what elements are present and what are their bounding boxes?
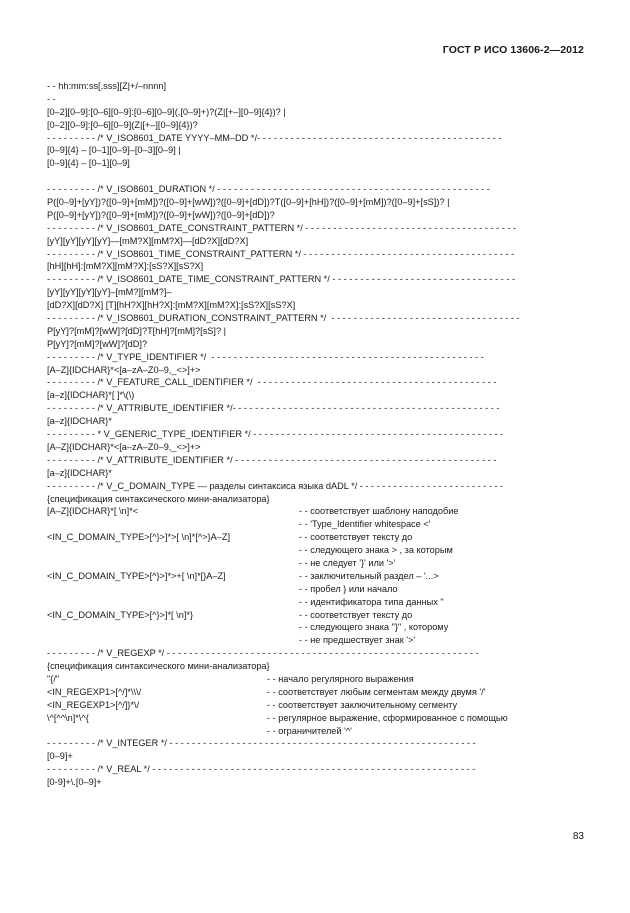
code-line: [0–9]{4} – [0–1][0–9] — [47, 158, 130, 169]
code-line: P[yY]?[mM]?[wW]?[dD]? — [47, 338, 148, 349]
code-line: [hH][hH]:[mM?X][mM?X]:[sS?X][sS?X] — [47, 261, 204, 272]
code-line: - - - - - - - - - /* V_INTEGER */ - - - - - - - - - - - - - - - - - - - - - - - - - - - - - - - - - - - - - - - - - - - - - - - - - - - - - - - — [47, 738, 476, 749]
rule-row — [47, 570, 587, 583]
code-line: [0–9]+ — [47, 751, 73, 762]
lexer-definitions-block-1 — [47, 80, 587, 505]
code-line: [a–z]{IDCHAR}*[ ]*\(\) — [47, 390, 135, 401]
code-line: - - - - - - - - - /* V_TYPE_IDENTIFIER */ - - - - - - - - - - - - - - - - - - - - - - - - - - - - - - - - - - - - - - - - - - - - - - - - - — [47, 351, 484, 362]
rule-comment: - - соответствует шаблону наподобие — [299, 506, 459, 517]
code-line: - - - - - - - - - /* V_ISO8601_DATE_TIME_CONSTRAINT_PATTERN */ - - - - - - - - - - - - - - - - - - - - - - - - - - - - - - - - - — [47, 274, 516, 285]
code-line: P[yY]?[mM]?[wW]?[dD]?T[hH]?[mM]?[sS]? | — [47, 325, 227, 336]
rule-row — [47, 544, 587, 557]
rule-row — [47, 583, 587, 596]
rule-comment: - - идентификатора типа данных " — [299, 596, 444, 607]
rule-comment: - - соответствует любым сегментам между двумя '/' — [267, 686, 486, 697]
rule-comment: - - не следует '}' или '>' — [299, 557, 396, 568]
code-line: {спецификация синтаксического мини-анализатора} — [47, 493, 270, 504]
code-line: [0–2][0–9]:[0–6][0–9]:[0–6][0–9](,[0–9]+)?(Z|[+–][0–9]{4})? | — [47, 106, 286, 117]
code-line: [a–z]{IDCHAR}* — [47, 416, 112, 427]
rule-comment: - - ограничителей '^' — [267, 725, 352, 736]
rule-comment: - - регулярное выражение, сформированное с помощью — [267, 712, 508, 723]
rule-pattern: <IN_C_DOMAIN_TYPE>[^}>]*[ \n]*} — [47, 609, 194, 620]
rule-pattern: <IN_C_DOMAIN_TYPE>[^}>]*>[ \n]*[^>}A–Z] — [47, 532, 231, 543]
code-line: - - - - - - - - - /* V_ISO8601_TIME_CONSTRAINT_PATTERN */ - - - - - - - - - - - - - - - - - - - - - - - - - - - - - - - - - - - - - - — [47, 248, 515, 259]
code-line: - - hh:mm:ss[,sss][Z|+/–nnnn] — [47, 81, 167, 91]
rule-comment: - - 'Type_Identifier whitespace <' — [299, 519, 431, 530]
code-line — [47, 170, 587, 183]
rule-comment: - - следующего знака "}" , которому — [299, 622, 449, 633]
rule-pattern: \^[^^\n]*\^{ — [47, 712, 89, 723]
rule-comment: - - начало регулярного выражения — [267, 673, 414, 684]
code-line: - - - - - - - - - /* V_ISO8601_DURATION */ - - - - - - - - - - - - - - - - - - - - - - - - - - - - - - - - - - - - - - - - - - - - - - - - - — [47, 184, 490, 195]
code-line: [yY][yY][yY][yY]–[mM?][mM?]– — [47, 287, 172, 298]
rule-comment: - - не предшествует знак '>' — [299, 635, 416, 646]
code-line: [0–9]{4} – [0–1][0–9]–[0–3][0–9] | — [47, 145, 181, 156]
code-line: [a–z]{IDCHAR}* — [47, 467, 112, 478]
code-line: - - - - - - - - - /* V_ISO8601_DATE YYYY–MM–DD */- - - - - - - - - - - - - - - - - - - - - - - - - - - - - - - - - - - - - - - - - - - - — [47, 132, 502, 143]
code-line: - - - - - - - - - /* V_C_DOMAIN_TYPE — разделы синтаксиса языка dADL */ - - - - - - - - - - - - - - - - - - - - - - - - - - — [47, 480, 504, 491]
rule-row — [47, 505, 587, 518]
page-number: 83 — [572, 831, 584, 842]
rule-comment: - - соответствует тексту до — [299, 609, 413, 620]
code-line: [0–2][0–9]:[0–6][0–9](Z|[+–][0–9]{4})? — [47, 119, 198, 130]
code-line: - - - - - - - - - /* V_REGEXP */ - - - - - - - - - - - - - - - - - - - - - - - - - - - - - - - - - - - - - - - - - - - - - - - - - - - - - - - - — [47, 648, 479, 659]
code-line: - - - - - - - - - /* V_FEATURE_CALL_IDENTIFIER */ - - - - - - - - - - - - - - - - - - - - - - - - - - - - - - - - - - - - - - - - - - - — [47, 377, 497, 388]
rule-pattern: [A–Z]{IDCHAR}*[ \n]*< — [47, 506, 139, 517]
code-line: - - - - - - - - - /* V_ISO8601_DURATION_CONSTRAINT_PATTERN */ - - - - - - - - - - - - - - - - - - - - - - - - - - - - - - - - - - — [47, 313, 520, 324]
code-line: P([0–9]+[yY])?([0–9]+[mM])?([0–9]+[wW])?([0–9]+[dD])?T([0–9]+[hH])?([0–9]+[mM])?([0–9]+[sS])? | — [47, 197, 450, 208]
rule-comment: - - заключительный раздел – '...> — [299, 570, 439, 581]
code-line: - - - - - - - - - * V_GENERIC_TYPE_IDENTIFIER */ - - - - - - - - - - - - - - - - - - - - - - - - - - - - - - - - - - - - - - - - - - - - - — [47, 429, 504, 440]
document-header: ГОСТ Р ИСО 13606-2—2012 — [442, 44, 584, 56]
rule-row — [47, 557, 587, 570]
code-line: - - - - - - - - - /* V_REAL */ - - - - - - - - - - - - - - - - - - - - - - - - - - - - - - - - - - - - - - - - - - - - - - - - - - - - - - - - - - — [47, 764, 476, 775]
rule-pattern: <IN_REGEXP1>[^/]*\\\/ — [47, 686, 142, 697]
rule-row — [47, 609, 587, 622]
rule-comment: - - соответствует заключительному сегменту — [267, 699, 458, 710]
rule-row — [47, 518, 587, 531]
rule-row — [47, 621, 587, 634]
c-domain-type-rules — [47, 505, 587, 647]
rule-comment: - - пробел } или начало — [299, 583, 398, 594]
rule-row — [47, 686, 587, 699]
rule-row — [47, 699, 587, 712]
code-line: [A–Z]{IDCHAR}*<[a–zA–Z0–9,_<>]+> — [47, 441, 201, 452]
code-line: P([0–9]+[yY])?([0–9]+[mM])?([0–9]+[wW])?([0–9]+[dD])? — [47, 209, 275, 220]
rule-row — [47, 634, 587, 647]
code-line: - - - - - - - - - /* V_ATTRIBUTE_IDENTIFIER */- - - - - - - - - - - - - - - - - - - - - - - - - - - - - - - - - - - - - - - - - - - - - - - - — [47, 403, 500, 414]
code-line: [A–Z]{IDCHAR}*<[a–zA–Z0–9,_<>]+> — [47, 364, 201, 375]
rule-row — [47, 596, 587, 609]
rule-row — [47, 725, 587, 738]
code-line: [yY][yY][yY][yY]—[mM?X][mM?X]—[dD?X][dD?X] — [47, 235, 249, 246]
rule-pattern: <IN_C_DOMAIN_TYPE>[^}>]*>+[ \n]*[}A–Z] — [47, 570, 226, 581]
code-line: {спецификация синтаксического мини-анализатора} — [47, 661, 270, 672]
rule-pattern: <IN_REGEXP1>[^/]}*\/ — [47, 699, 140, 710]
rule-pattern: "{/" — [47, 673, 60, 684]
code-line: - - - - - - - - - /* V_ATTRIBUTE_IDENTIFIER */ - - - - - - - - - - - - - - - - - - - - - - - - - - - - - - - - - - - - - - - - - - - - - - - — [47, 454, 497, 465]
rule-row — [47, 712, 587, 725]
number-definitions-block — [47, 737, 587, 789]
regexp-header-block — [47, 647, 587, 673]
code-line: - - - - - - - - - /* V_ISO8601_DATE_CONSTRAINT_PATTERN */ - - - - - - - - - - - - - - - - - - - - - - - - - - - - - - - - - - - - - - — [47, 222, 517, 233]
rule-comment: - - соответствует тексту до — [299, 532, 413, 543]
code-line: - - — [47, 93, 56, 104]
code-line: [dD?X][dD?X] [T][hH?X][hH?X]:[mM?X][mM?X]:[sS?X][sS?X] — [47, 300, 296, 311]
regexp-rules — [47, 673, 587, 737]
code-line: [0-9]+\.[0–9]+ — [47, 777, 102, 788]
document-body — [47, 80, 587, 789]
rule-row — [47, 673, 587, 686]
rule-row — [47, 531, 587, 544]
rule-comment: - - следующего знака > , за которым — [299, 545, 453, 556]
